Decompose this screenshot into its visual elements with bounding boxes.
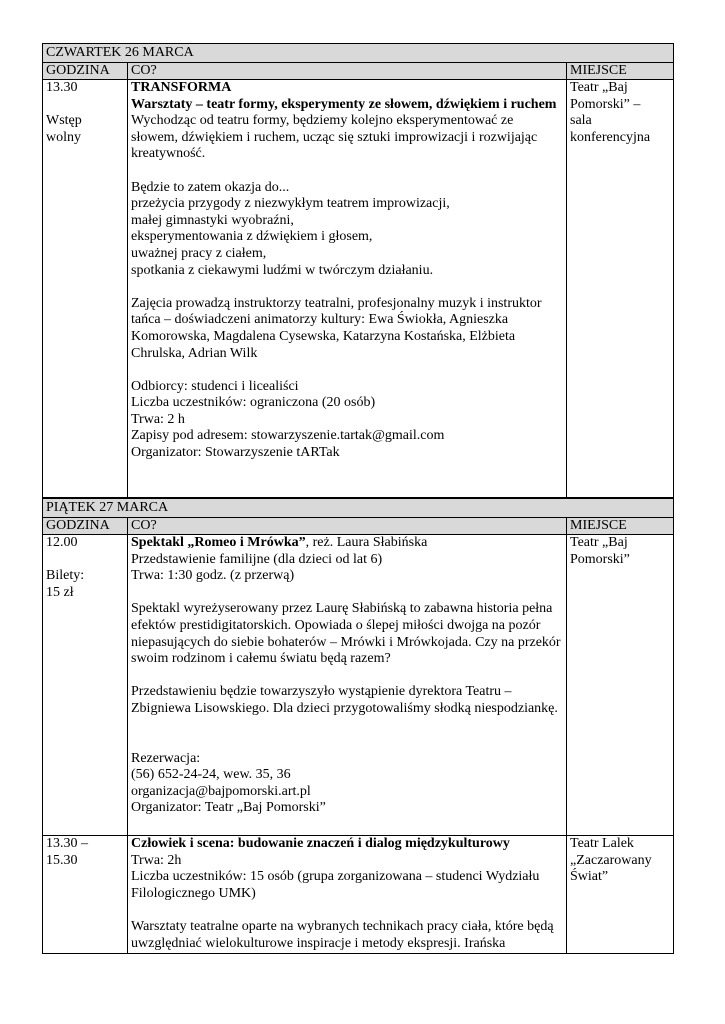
event-description: Przedstawieniu będzie towarzyszyło wystąpienie dyrektora Teatru – Zbigniewa Lisowskiego. Dla dzieci przygotowaliśmy słodką niespodziankę. [131, 684, 558, 716]
event-time: 12.00 [46, 535, 78, 550]
ticket-info-line: 15 zł [46, 584, 74, 600]
event-time-cell [43, 836, 128, 954]
column-header-time: GODZINA [43, 63, 128, 80]
ticket-info-line: Bilety: [46, 568, 85, 584]
event-bullet: uważnej pracy z ciałem, [131, 245, 267, 261]
event-director: , reż. Laura Słabińska [305, 535, 428, 550]
column-header-what: CO? [128, 63, 567, 80]
event-place-line: Teatr „Baj [570, 535, 628, 550]
column-header-time: GODZINA [43, 518, 128, 535]
event-line: Trwa: 2h [131, 852, 182, 868]
event-description: Warsztaty teatralne oparte na wybranych technikach pracy ciała, które będą uwzględniać wielokulturowe inspiracje i metody ekspresji. Irańska [131, 918, 554, 951]
event-detail: Zapisy pod adresem: stowarzyszenie.tartak@gmail.com [131, 428, 445, 444]
ticket-info-line: Wstęp [46, 113, 82, 129]
thursday-schedule-table [42, 43, 674, 498]
event-lead: Będzie to zatem okazja do... [131, 179, 290, 195]
event-row [43, 535, 674, 836]
event-description: Spektakl wyreżyserowany przez Laurę Słabińską to zabawna historia pełna efektów prestidigitatorskich. Opowiada o ślepej miłości dwojga na pozór niepasujących do siebie bohaterów – Mrówki i Mrówkojada. Czy na przekór swoim rodzinom i całemu światu będą razem? [131, 601, 561, 667]
event-bullet: spotkania z ciekawymi ludźmi w twórczym działaniu. [131, 262, 434, 278]
event-place-line: „Zaczarowany [570, 852, 652, 868]
contact-line: organizacja@bajpomorski.art.pl [131, 783, 311, 799]
event-bullet: eksperymentowania z dźwiękiem i głosem, [131, 229, 373, 245]
event-detail: Organizator: Stowarzyszenie tARTak [131, 445, 340, 461]
event-place-line: konferencyjna [570, 129, 651, 145]
event-detail: Liczba uczestników: ograniczona (20 osób) [131, 395, 376, 411]
event-place-line: Pomorski” – [570, 96, 641, 112]
event-line: Liczba uczestników: 15 osób (grupa zorganizowana – studenci Wydziału Filologicznego UMK) [131, 869, 540, 901]
day-title: CZWARTEK 26 MARCA [43, 44, 674, 63]
friday-schedule-table [42, 498, 674, 954]
event-description-cell [128, 535, 567, 836]
contact-line: Organizator: Teatr „Baj Pomorski” [131, 800, 326, 816]
contact-line: Rezerwacja: [131, 750, 201, 766]
event-place-line: sala [570, 113, 592, 129]
event-place-line: Teatr „Baj [570, 80, 628, 95]
event-title: TRANSFORMA [131, 80, 232, 95]
event-line: Przedstawienie familijne (dla dzieci od lat 6) [131, 551, 383, 567]
event-detail: Trwa: 2 h [131, 411, 185, 427]
event-bullet: przeżycia przygody z niezwykłym teatrem improwizacji, [131, 196, 450, 212]
event-time: 13.30 [46, 80, 78, 95]
event-time-cell [43, 535, 128, 836]
day-title: PIĄTEK 27 MARCA [43, 499, 674, 518]
event-row [43, 80, 674, 498]
event-place-cell [567, 836, 674, 954]
event-place-cell [567, 80, 674, 498]
event-title: Człowiek i scena: budowanie znaczeń i dialog międzykulturowy [131, 836, 510, 851]
event-place-cell [567, 535, 674, 836]
event-description-cell [128, 836, 567, 954]
event-title: Spektakl „Romeo i Mrówka” [131, 535, 306, 550]
event-place-line: Świat” [570, 869, 609, 885]
column-header-place: MIEJSCE [567, 518, 674, 535]
event-instructors: Zajęcia prowadzą instruktorzy teatralni, profesjonalny muzyk i instruktor tańca – doświadczeni animatorzy kultury: Ewa Świokła, Agnieszka Komorowska, Magdalena Cysewska, Katarzyna Kostańska, Elżbieta Chrulska, Adrian Wilk [131, 295, 542, 361]
column-header-what: CO? [128, 518, 567, 535]
event-line: Trwa: 1:30 godz. (z przerwą) [131, 568, 295, 584]
event-subtitle: Warsztaty – teatr formy, eksperymenty ze słowem, dźwiękiem i ruchem [131, 96, 557, 112]
event-time: 15.30 [46, 852, 78, 868]
event-bullet: małej gimnastyki wyobraźni, [131, 212, 294, 228]
ticket-info-line: wolny [46, 129, 81, 145]
column-header-place: MIEJSCE [567, 63, 674, 80]
event-description-cell [128, 80, 567, 498]
contact-line: (56) 652-24-24, wew. 35, 36 [131, 767, 291, 783]
event-row [43, 836, 674, 954]
event-time-cell [43, 80, 128, 498]
event-time: 13.30 – [46, 836, 88, 851]
event-intro: Wychodząc od teatru formy, będziemy kolejno eksperymentować ze słowem, dźwiękiem i ruchem, ucząc się sztuki improwizacji i rozwijając kreatywność. [131, 113, 538, 162]
event-place-line: Pomorski” [570, 551, 630, 567]
event-place-line: Teatr Lalek [570, 836, 634, 851]
event-detail: Odbiorcy: studenci i licealiści [131, 378, 299, 394]
